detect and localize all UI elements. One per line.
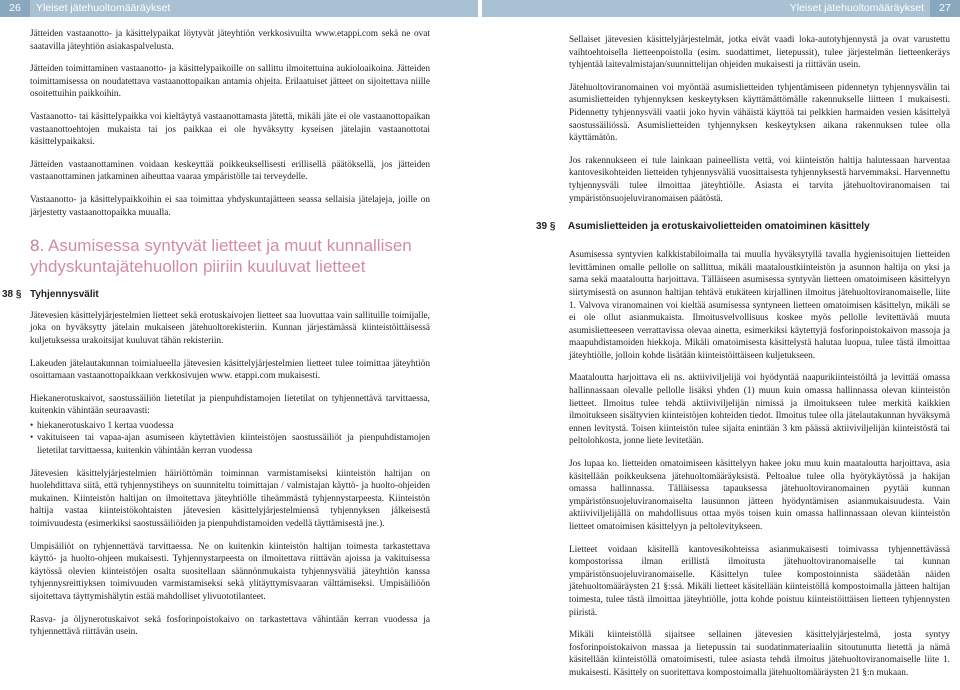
paragraph: Mikäli kiinteistöllä sijaitsee sellainen jätevesien käsittelyjärjestelmä, josta syntyy fosforinpoistokaivon massaa ja lietepussin tai suodatinmateriaaliin sitoutunutta lietettä ja nämä käsitellään kiinteistöllä omatoimisesti, tulee asiasta tehdä ilmoitus jätehuoltoviranomaiselle liite 1. mukaisesti. Käsittely on suoritettava kompostoimalla jätehuoltomääräysten 21 §:n mukaan. xyxy=(569,630,950,678)
page-header-right xyxy=(482,0,960,17)
paragraph: Vastaanotto- ja käsittelypaikkoihin ei saa toimittaa yhdyskuntajätteen seassa sellaisia jätelajeja, joille on järjestetty vastaanottopaikka muualla. xyxy=(30,194,430,218)
paragraph: Jätevesien käsittelyjärjestelmien lietteet sekä erotuskaivojen lietteet saa luovuttaa vain sallituille toimijalle, joka on hyväksytty jätelain mukaiseen jätehuoltorekisteriin. Kunnan järjestämässä kiinteistöittäisessä kuljetuksessa urakoitsijat kuuluvat tähän rekisteriin. xyxy=(30,310,430,346)
paragraph: Lietteet voidaan käsitellä kantovesikohteissa asianmukaisesti toimivassa tyhjennettävässä kompostorissa ilman erillistä ilmoitusta jätehuoltoviranomaiselle tai kunnan ympäristönsuojeluviranomaiselle. Käsittelyn tulee kompostoinnista säädetään näiden jätehuoltomääräysten 21 §:ssä. Mikäli lietteet käsitellään kiinteistöllä kompostoimalla jätteen haltijan toimesta, tulee tästä ilmoittaa jäteyhtiölle, jotta kohde poistuu kiinteistöittäisen lietteen tyhjennysten piiristä. xyxy=(569,544,950,618)
paragraph: Jätteiden vastaanottaminen voidaan keskeyttää poikkeuksellisesti erillisellä päätöksellä, jos jätteiden vastaanottaminen jatkaminen aiheuttaa vaaraa ympäristölle tai terveydelle. xyxy=(30,159,430,183)
running-title-right: Yleiset jätehuoltomääräykset xyxy=(789,2,924,14)
section-title: Asumislietteiden ja erotuskaivolietteiden omatoiminen käsittely xyxy=(567,221,870,232)
paragraph: Jätehuoltoviranomainen voi myöntää asumislietteiden tyhjentämiseen pidennetyn tyhjennysvälin tai asumislietteiden tyhjennyksen keskeytyksen käyttämättömälle rakennukselle liitteen 1 mukaisesti. Pidennetty tyhjennysväli vaatii joko hyvin vähäistä käyttöä tai pelkkien harmaiden vesien käsittelyä saostussäiliössä. Asumislietteiden tyhjennyksen keskeytyksen aikana rakennuksen tulee olla käyttämätön. xyxy=(569,82,950,144)
section-number: 38 § xyxy=(2,289,22,301)
section-title: Tyhjennysvälit xyxy=(30,289,99,301)
paragraph: Jätteiden vastaanotto- ja käsittelypaikat löytyvät jäteyhtiön verkkosivuilta www.etappi.com sekä ne ovat saatavilla jäteyhtiön asiakaspalvelusta. xyxy=(30,29,430,52)
page-number-left: 26 xyxy=(0,0,30,17)
paragraph: Vastaanotto- tai käsittelypaikka voi kieltäytyä vastaanottamasta jätettä, mikäli jäte ei ole vastaanottopaikan vastaanottoehtojen mukaista tai jos paikkaa ei ole hyväksytty kyseisen jätelajin vastaanottotai käsittelypaikaksi. xyxy=(30,111,430,148)
section-heading-38 xyxy=(2,289,430,302)
paragraph: Asumisessa syntyvien kalkkistabiloimalla tai muulla hyväksytyllä tavalla hygienisoitujen lietteiden levittäminen omalle pellolle on sallittua, mikäli maataloustkiinteistön ja asunnon haltija on yksi ja sama sekä maataloutta harjoittava. Tälläiseen asumisessa syntyvän lietteen omatoimiseen käsittelyyn siirtymisestä on asunnon haltijan tehtävä etukäteen kirjallinen ilmoitus jätehuoltoviranomaiselle, liite 1. Valvova viranomainen voi kieltää asumisessa syntyneen lietteen omatoimisen käsittelyn, mikäli se ei ole ollut asianmukaista. Ilmoitusvelvollisuus koskee myös pellolle levitettävää muuta asumislietteeseen verrattavissa olevaa ainetta, esimerkiksi käytettyjä fosforinpoistokaivon massoja ja maapuhdistamoiden hiekkoja. Mikäli omatoimisesta käsittelystä halutaa luopua, tulee tästä ilmoittaa jäteyhtiölle, jolloin kohde lisätään kiinteistöittäiseen kuljetukseen. xyxy=(569,250,950,361)
paragraph: Sellaiset jätevesien käsittelyjärjestelmät, jotka eivät vaadi loka-autotyhjennystä ja ovat varustettu vaihtoehtoisella lietteenpoistolla (esim. suodattimet, lietepussit), tulee järjestelmän lietteenkeräys tyhjentää laitevalmistajan/suunnittelijan ohjeiden mukaisesti ja riittävän usein. xyxy=(569,35,950,71)
bullet-list xyxy=(30,420,430,458)
page-header-left xyxy=(0,0,478,17)
running-title-left: Yleiset jätehuoltomääräykset xyxy=(36,2,171,14)
chapter-number: 8. xyxy=(30,236,45,256)
section-number: 39 § xyxy=(536,221,556,232)
paragraph: Hiekanerotuskaivot, saostussäiliön lietetilat ja pienpuhdistamojen lietetilat on tyhjennettävä tarvittaessa, kuitenkin vähintään seuraavasti: xyxy=(30,393,430,417)
page-number-right: 27 xyxy=(930,0,960,17)
list-item: • hiekanerotuskaivo 1 kertaa vuodessa xyxy=(30,420,430,433)
paragraph: Lakeuden jätelautakunnan toimialueella jätevesien käsittelyjärjestelmien lietteet tulee toimittaa jäteyhtiön osoittamaan vastaanottopaikkaan verkkosivujen www. etappi.com mukaisesti. xyxy=(30,358,430,382)
section-heading-39 xyxy=(536,221,870,232)
paragraph: Jos lupaa ko. lietteiden omatoimiseen käsittelyyn hakee joku muu kuin maataloutta harjoittava, asia käsitellään poikkeuksena jätehuoltomääräyksistä. Peltoalue tulee olla hyötykäytössä ja hakijan omassa hallinnassa. Tälläisessa tapauksessa jätehuoltoviranomainen pyytää kunnan ympäristönsuojeluviranomaiselta lausunnon jätteen hyödyntämisen asianmukaisuudesta. Vain aktiiviviljelijällä on mahdollisuus ottaa myös toisen kuin omassa hallinnassaan olevan kiinteistön lietteet omatoimisen käsittelyyn ja peltolevitykseen. xyxy=(569,459,950,532)
paragraph: Rasva- ja öljynerotuskaivot sekä fosforinpoistokaivo on tarkastettava vähintään kerran vuodessa ja tyhjennettävä riittävän usein. xyxy=(30,614,430,638)
paragraph: Jos rakennukseen ei tule lainkaan paineellista vettä, voi kiinteistön haltija halutessaan harventaa kantovesikohteiden lietteiden tyhjennysväliä vuosittaisesta tyhjennyksestä harvemmaksi. Harvennettu tyhjennysväli tulee ilmoittaa jäteyhtiölle. Asiasta ei tarvita jätehuoltoviranomaisen tai ympäristönsuojeluviranomaisen päätöstä. xyxy=(569,155,950,204)
paragraph: Jätevesien käsittelyjärjestelmien häiriöttömän toiminnan varmistamiseksi kiinteistön haltijan on huolehdittava siitä, että tyhjennystiheys on suunniteltu toimittajan / valmistajan käyttö- ja huolto-ohjeiden mukainen. Kiinteistön haltijan on ilmoitettava jäteyhtiölle tiheämmästä tyhjennystarpeesta. Kiinteistön haltija vastaa kiinteistökohtaisten jätevesien käsittelyjärjestelmiensä tyhjennyksen jälkeisestä toimivuudesta (esimerkiksi saostussäiliöiden ja pienpuhdistamoiden vedellä täyttämisestä jne.). xyxy=(30,468,430,530)
chapter-title: Asumisessa syntyvät lietteet ja muut kunnallisen yhdyskuntajätehuollon piiriin kuuluvat lietteet xyxy=(30,236,412,277)
paragraph: Maataloutta harjoittava eli ns. aktiiviviljelijä voi hyödyntää naapurikiinteistöiltä ja levittää omassa hallinnassaan olevalle pellolle lisäksi yhden (1) muun kuin omassa hallinnassa olevan kiinteistön lietteet. Ilmoitus tulee tehdä aktiiviviljelijän nimissä ja ilmoitukseen tulee merkitä kaikkien ilmoitukseen sisältyvien kiinteistöjen kohteiden tiedot. Ilmoitus tulee olla jätelautakunnan hyväksymä ennen levitystä. Toisen kiinteistön tulee sijaita enintään 3 km päässä aktiiviviljelijän kiinteistöstä tai peltolohkosta, jonne liete levitetään. xyxy=(569,373,950,447)
chapter-heading xyxy=(30,235,430,277)
list-item: • vakituiseen tai vapaa-ajan asumiseen käytettävien kiinteistöjen saostussäiliöt ja pienpuhdistamojen lietetilat tarvittaessa, kuitenkin vähintään kerran vuodessa xyxy=(30,432,430,457)
paragraph: Jätteiden toimittaminen vastaanotto- ja käsittelypaikoille on sallittu ilmoitettuina aukioloaikoina. Jätteiden toimittamisessa on noudatettava vastaanottopaikan antamia ohjeita. Erilaatuiset jätteet on sijoitettava niille osoitettuihin paikkoihin. xyxy=(30,64,430,100)
right-page-body xyxy=(569,34,950,690)
paragraph: Umpisäiliöt on tyhjennettävä tarvittaessa. Ne on kuitenkin kiinteistön haltijan toimesta tarkastettava käyttö- ja huolto-ohjeen mukaisesti. Tyhjennystarpeesta on ilmoitettava riittävän ajoissa ja vakituisessa käytössä olevien kiinteistöjen osalta suositellaan säännönmukaista tyhjennysväliä jäteyhtiön kanssa tyhjennysreittiyksen toimivuuden varmistamiseksi sekä ylitäyttymisvaaran välttämiseksi. Umpisäiliöön sijoitettava täyttymishälytin estää mahdolliset ylivuototilanteet. xyxy=(30,541,430,602)
left-page-body xyxy=(2,28,430,649)
